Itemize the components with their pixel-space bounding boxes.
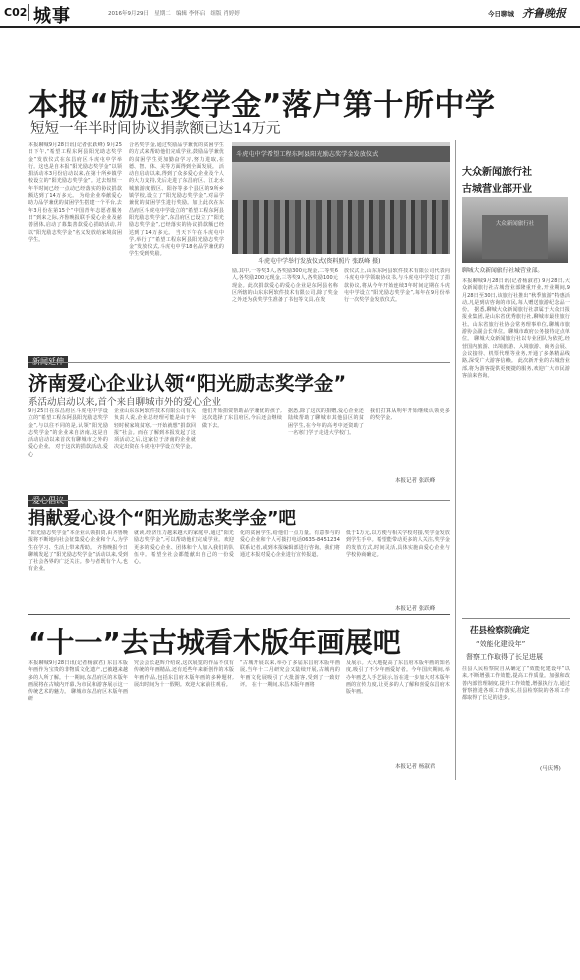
brand-logo: 齐鲁晚报: [522, 7, 566, 20]
sidebar1-title-line1: 大众新闻旅行社: [462, 167, 532, 178]
story3-byline: 本报记者 张跃峰: [395, 606, 436, 612]
story2-byline: 本报记者 张跃峰: [395, 478, 436, 484]
sidebar2-body: 茌县人民检察院自从确定了“效能化建设年”以来,不断增强工作效能,提高工作质量。加强和改善内部管理制度,提升工作效能,增强执行力,通过督察推进各项工作落实,茌县检察院的各项工作都取得了长足的进步。: [462, 666, 570, 702]
story4-column-3: “古城开展以来,举办了多届东昌府木版年画展,当年十二月研究会又陆续开展,古城内的年画文化展吸引了大批游客,受到了一致好评。 在十一期间,东昌木版年画将: [240, 660, 340, 688]
header-divider: [28, 4, 29, 21]
story3-column-2: 就读,经济压力越来越大的家庭中,通过“阳光励志奖学金”,可以帮助他们完成学业。欢迎更多的爱心企业、团体和个人加入我们的队伍中。希望全社会都能献出自己的一份爱心。: [134, 530, 234, 566]
story2-column-3: 他们开始捐资帮助品学兼优的孩子,这次选择了东昌府区,今后还会继续做下去。: [202, 408, 282, 429]
story1-headline: 本报“励志奖学金”落户第十所中学: [28, 88, 496, 123]
story1-column-4: 放仪式上,山东东阿县软件技术有限公司代表向斗虎屯中学领取协议书,与斗虎屯中学签订了捐款协议,将从今年开始连续3年时间定期在斗虎屯中学设立“阳光励志奖学金”,每年在9月份举行一次奖学金发放仪式。: [344, 268, 450, 304]
story4-column-1: 本报聊城9月28日讯(记者杨淑君) 东昌木版年画作为宝贵的非物质文化遗产,已被越来越多的人所了解。十一期间,东昌府区的木版年画展将在古城内开幕,为市民和游客展示这一传统艺术的魅力。 聊城市东昌府区木版年画研: [28, 660, 128, 703]
story2-tag: [28, 349, 68, 368]
story1-subhead: 短短一年半时间协议捐款额已达14万元: [30, 121, 281, 137]
story2-column-4: 据悉,除了这次的捐赠,爱心企业还陆续帮助了聊城市其他县区的贫困学生,在今年的高考中还资助了一名寒门学子走进大学校门。: [288, 408, 364, 436]
page-number: C02: [4, 6, 28, 19]
story2-column-5: 我们打算从明年开始继续认领更多的奖学金,: [370, 408, 450, 422]
story3-column-4: 低于1万元,以方便与相关学校对接,奖学金发放到学生手中。希望能带动更多的人关注,奖学金的发放方式,时间灵活,具体实施由爱心企业与学校协商确定。: [346, 530, 450, 558]
story3-headline: 捐献爱心设个“阳光励志奖学金”吧: [28, 509, 297, 529]
designer-label: 组版: [210, 11, 222, 17]
page-header: [0, 0, 580, 28]
sidebar2-rule: [462, 618, 570, 619]
story2-headline: 济南爱心企业认领“阳光励志奖学金”: [28, 372, 347, 395]
story2-column-1: 9月25日在东昌府区斗虎屯中学设立的“希望工程东阿县阳光励志奖学金”,与以往不同的是,认领“阳光励志奖学金”的企业来自济南,这是自活动启动以来首次有聊城市之外的爱心企业。 对于这次的捐款活动,爱心: [28, 408, 108, 458]
sidebar1-body: 本报聊城9月28日讯(记者杨淑君) 9月28日,大众新闻旅行社古城营业部隆重开业,开业期间,9月28日至30日,该旅行社推出“秋季旅游”特惠活动,凡是到店咨询的市民,每人赠送旅游纪念品一份。 据悉,聊城大众新闻旅行社隶属于大众日报报业集团,是山东省优秀旅行社,聊城市最佳旅行社。山东省旅行社协会常务理事单位,聊城市旅游协会副会长单位。聊城市政府公务接待定点单位。 聊城大众新闻旅行社以专业团队为依托,经营国内旅游、出境旅游、入境旅游、商务会展、会议接待、机票代理等业务,开通了多条精品线路,深受广大游客信赖。 此次新开业的古城营业部,将为游客提供更便捷的服务,欢迎广大市民游客前来咨询。: [462, 278, 570, 379]
weekday: 星期二: [154, 11, 171, 17]
brand-small: 今日聊城: [488, 10, 514, 18]
date-line: 2016年9月29日: [108, 11, 149, 17]
story1-photo: [232, 142, 450, 254]
story4-rule: [28, 614, 450, 615]
storefront-sign: 大众新闻旅行社: [495, 221, 535, 227]
sidebar1-photo-caption: 聊城大众新闻旅行社城营业部。: [462, 268, 544, 274]
story1-column-2: 合名奖学金,通过奖励品学兼优的贫困学生的方式来帮助他们完成学业,鼓励品学兼优的贫困学生更加勤奋学习,努力进取,在德、智、体、美等方面得到全面发展。 活动自启动以来,得到了众多爱心企业及个人的大力支持,先后走进了东昌府区、江北水城旅游度假区、阳谷等多个县区的9所乡镇学校,设立了“阳光励志奖学金”,对品学兼优的贫困学生进行奖励。加上此次在东昌府区斗虎屯中学设立的“希望工程东阿县阳光励志奖学金”,东昌府区已设立了“阳光励志奖学金”,已经落实的协议捐款额已经达到了14万多元。 当天下午在斗虎屯中学,举行了“希望工程东阿县阳光励志奖学金”发放仪式,斗虎屯中学18名品学兼优的学生受到奖励。: [129, 142, 224, 258]
story2-subhead: 系活动启动以来,首个来自聊城市外的爱心企业: [28, 397, 222, 408]
sidebar2-credit: (马庆博): [540, 766, 561, 772]
story1-photo-caption: 斗虎屯中学举行发放仪式(资料照片 张跃峰 摄): [258, 258, 381, 265]
story1-column-1: 本报聊城9月28日讯(记者张跃峰) 9月25日下午,“希望工程东阿县阳光助志奖学金”发放仪式在东昌府区斗虎屯中学举行。这也是自本报“阳光励志奖学金”以领捐活动本3月份启动以来,在第十所乡镇学校设立的“阳光励志奖学金”。过去短短一年半时间已经一点动已经落实的协议捐款额达到了14万多元。 为给企业奉献爱心助力品学兼优的贫困学生搭建一个平台,去年3月份在第15个“中国青年志愿者服务日”到来之际,齐鲁晚报联手爱心企业及慈善团体,启动了募集善款爱心捐助活动,并以“阳光励志奖学金”名义发放给家境贫困学生。: [28, 142, 122, 243]
story4-headline: “十一”去古城看木版年画展吧: [28, 626, 401, 659]
story2-column-2: 企业山东东阿软件技术有限公司有关负责人说,企业总经理可能是由于年轻时候家境贫寒,一开始就想“捐款回报”社会。而在了解到本报发起了这项活动之后,这家位于济南的企业就决定出资在斗虎屯中学设立奖学金。: [114, 408, 196, 451]
story4-column-4: 及展示。大大地提高了东昌府木版年画的知名度,吸引了不少年画爱好者。今年国庆期间,举办年画艺人手艺展示,旨在进一步加大对木版年画的宣传力度,让更多的人了解和喜爱东昌府木版年画。: [346, 660, 450, 696]
story2-rule: [28, 362, 450, 363]
sidebar2-title-line3: 督察工作取得了长足进展: [466, 653, 543, 661]
sidebar-divider: [455, 140, 456, 780]
sidebar1-title-line2: 古城营业部开业: [462, 184, 532, 195]
editor-name: 李怀启: [188, 11, 206, 17]
header-meta: [108, 9, 240, 17]
story3-column-3: 化的贫困学生,给他们一点力量。有意参与的爱心企业和个人可拨打电话0635-8451234联系记者,或到本报编辑部进行咨询。我们将通过本报对爱心企业进行宣传报道。: [240, 530, 340, 558]
student-group: [232, 200, 450, 254]
story1-column-3: 励,其中,一等奖3人,各奖励300元现金,二等奖6人,各奖励200元现金,三等奖9人,各奖励100元现金。此次捐款爱心的爱心企业是东阿县名称区所辖的山东东阿软件技术有限公司,除了奖金之外还为获奖学生准备了书包等文具,在发: [232, 268, 338, 304]
section-title: 城事: [33, 6, 71, 27]
story4-column-2: 究会会长赵辉介绍说,这次展览的作品不仅有传统的年画精品,还有近些年来新创作的木版年画作品,包括东昌府木版年画的多种题材,展出时间为十一假期。欢迎大家前往观看。: [134, 660, 234, 688]
designer-name: 肖婷婷: [223, 11, 240, 17]
sidebar1-photo: [462, 197, 568, 263]
editor-label: 编辑: [176, 11, 188, 17]
story4-byline: 本报记者 杨淑君: [395, 764, 436, 770]
story3-rule: [28, 500, 450, 501]
sidebar2-title-line2: “效能化建设年”: [476, 640, 526, 648]
banner-text: 斗虎屯中学希望工程东阿县阳光励志奖学金发放仪式: [236, 151, 379, 158]
story3-column-1: “阳光励志奖学金”本企业认领捐资,由齐鲁晚报将不断地向社会征集爱心企业和个人,为学生在学习、生活上带来帮助。 齐鲁晚报今日聊城发起了“阳光励志奖学金”活动以来,受到了社会各界的广泛关注。参与者既有个人,也有企业。: [28, 530, 128, 573]
sidebar2-title-line1: 茌县检察院确定: [470, 626, 530, 636]
